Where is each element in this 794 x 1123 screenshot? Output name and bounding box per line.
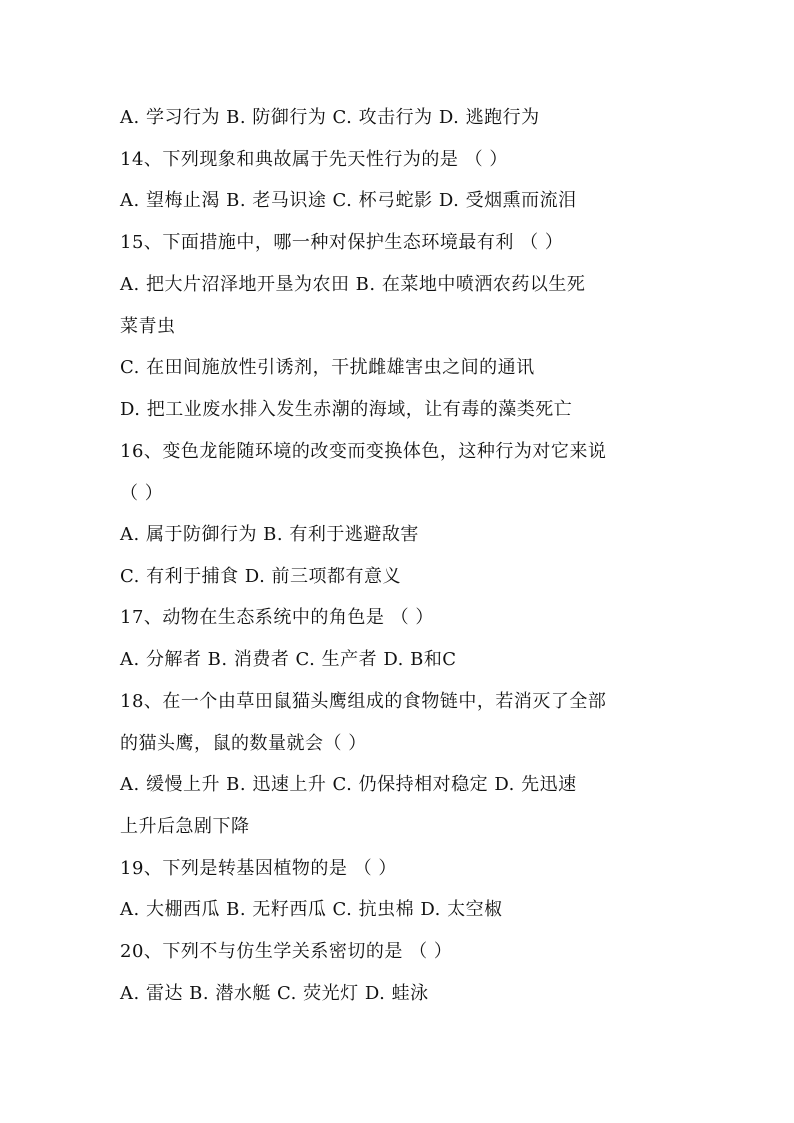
q15-option-ab-cont: 菜青虫 xyxy=(120,316,176,337)
q18-options: A. 缓慢上升 B. 迅速上升 C. 仍保持相对稳定 D. 先迅速 xyxy=(120,774,577,795)
q14-options: A. 望梅止渴 B. 老马识途 C. 杯弓蛇影 D. 受烟熏而流泪 xyxy=(120,190,577,211)
q17-options: A. 分解者 B. 消费者 C. 生产者 D. B和C xyxy=(120,649,457,670)
q18-question: 18、在一个由草田鼠猫头鹰组成的食物链中，若消灭了全部 xyxy=(120,691,607,712)
q15-question: 15、下面措施中，哪一种对保护生态环境最有利 （ ） xyxy=(120,232,564,253)
q15-option-ab: A. 把大片沼泽地开垦为农田 B. 在菜地中喷洒农药以生死 xyxy=(120,274,586,295)
q13-options: A. 学习行为 B. 防御行为 C. 攻击行为 D. 逃跑行为 xyxy=(120,107,540,128)
q14-question: 14、下列现象和典故属于先天性行为的是 （ ） xyxy=(120,149,508,170)
q17-question: 17、动物在生态系统中的角色是 （ ） xyxy=(120,607,434,628)
q16-question-cont: （ ） xyxy=(120,483,164,504)
q16-question: 16、变色龙能随环境的改变而变换体色，这种行为对它来说 xyxy=(120,441,607,462)
q16-options-cd: C. 有利于捕食 D. 前三项都有意义 xyxy=(120,566,402,587)
q18-question-cont: 的猫头鹰，鼠的数量就会（ ） xyxy=(120,733,367,754)
q15-option-c: C. 在田间施放性引诱剂，干扰雌雄害虫之间的通讯 xyxy=(120,357,535,378)
q19-question: 19、下列是转基因植物的是 （ ） xyxy=(120,858,397,879)
q18-options-cont: 上升后急剧下降 xyxy=(120,816,250,837)
q16-options-ab: A. 属于防御行为 B. 有利于逃避敌害 xyxy=(120,524,419,545)
q20-question: 20、下列不与仿生学关系密切的是 （ ） xyxy=(120,941,453,962)
q20-options: A. 雷达 B. 潜水艇 C. 荧光灯 D. 蛙泳 xyxy=(120,983,429,1004)
q19-options: A. 大棚西瓜 B. 无籽西瓜 C. 抗虫棉 D. 太空椒 xyxy=(120,899,503,920)
q15-option-d: D. 把工业废水排入发生赤潮的海域，让有毒的藻类死亡 xyxy=(120,399,573,420)
